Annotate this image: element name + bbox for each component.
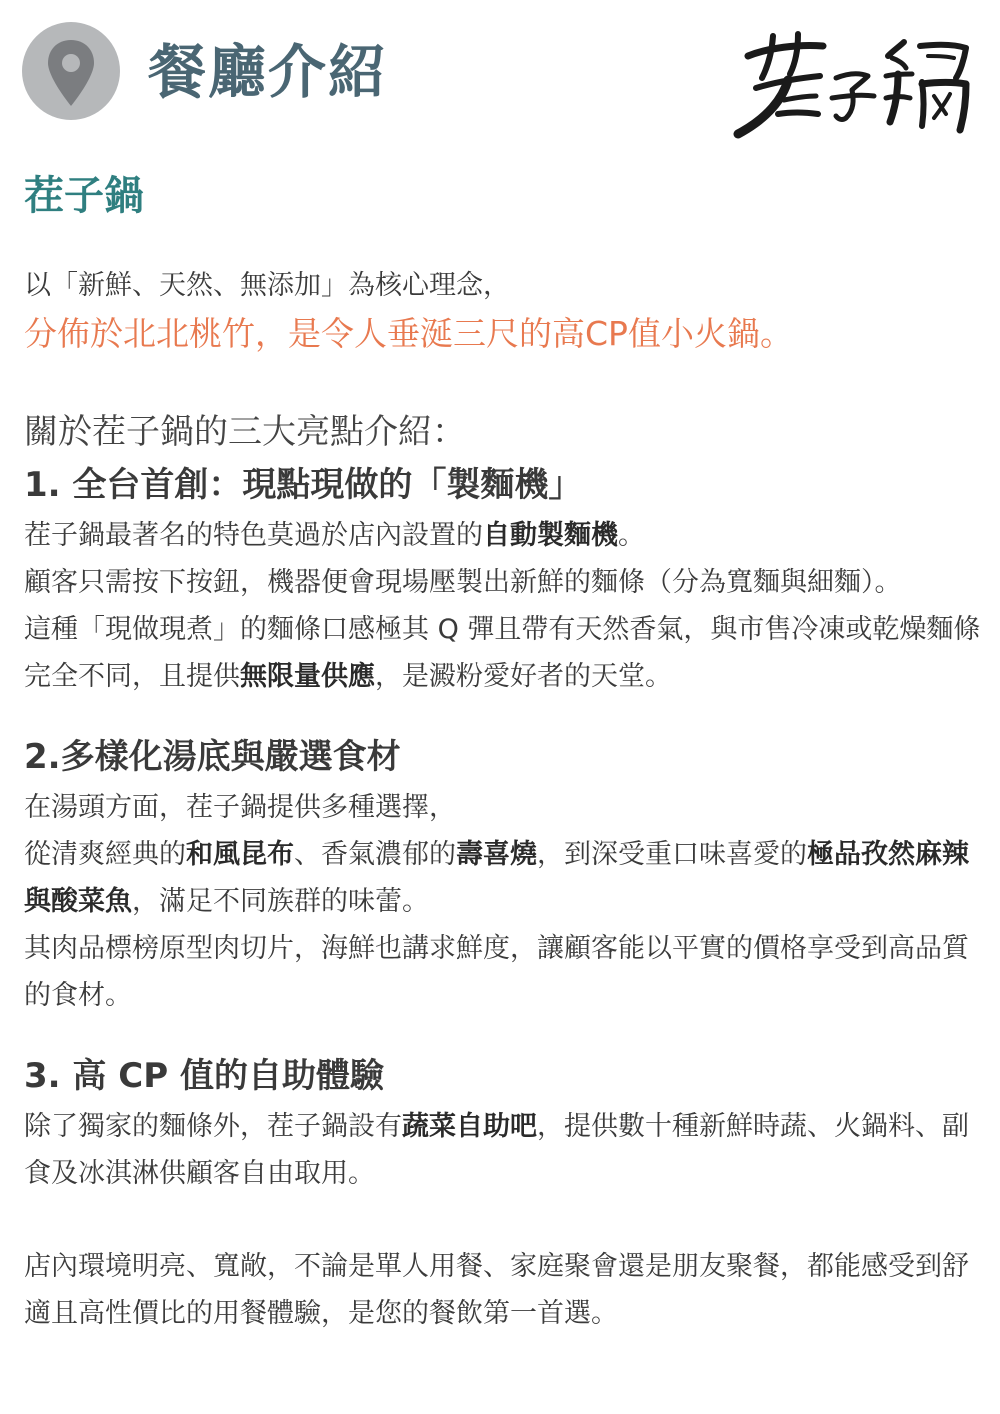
highlight-veggie-bar: 蔬菜自助吧: [402, 1111, 537, 1142]
page-header: [0, 0, 1000, 150]
highlight-sukiyaki: 壽喜燒: [456, 839, 537, 870]
section-1-paragraph-1: 茬子鍋最著名的特色莫過於店內設置的自動製麵機。: [24, 520, 645, 551]
about-heading: 關於茬子鍋的三大亮點介紹：: [24, 412, 466, 452]
section-1-paragraph-2: 顧客只需按下按鈕，機器便會現場壓製出新鮮的麵條（分為寬麵與細麵）。: [24, 567, 902, 598]
highlight-unlimited-supply: 無限量供應: [240, 661, 375, 692]
intro-line-2-highlight: 分佈於北北桃竹，是令人垂涎三尺的高CP值小火鍋。: [24, 314, 793, 353]
page-title: 餐廳介紹: [148, 38, 389, 106]
section-1-heading: 1. 全台首創：現點現做的「製麵機」: [24, 465, 583, 505]
section-1-paragraph-3: 這種「現做現煮」的麵條口感極其 Q 彈且帶有天然香氣，與市售冷凍或乾燥麵條完全不同，且提供無限量供應，是澱粉愛好者的天堂。: [24, 614, 981, 692]
section-3-paragraph-1: 除了獨家的麵條外，茬子鍋設有蔬菜自助吧，提供數十種新鮮時蔬、火鍋料、副食及冰淇淋供顧客自由取用。: [24, 1111, 969, 1189]
section-2-heading: 2.多樣化湯底與嚴選食材: [24, 737, 401, 777]
brand-logo: [728, 26, 978, 142]
section-2-paragraph-1: 在湯頭方面，茬子鍋提供多種選擇，: [24, 792, 456, 823]
section-3-heading: 3. 高 CP 值的自助體驗: [24, 1056, 384, 1096]
highlight-noodle-machine: 自動製麵機: [483, 520, 618, 551]
highlight-kombu: 和風昆布: [186, 839, 294, 870]
location-pin-icon: [22, 22, 120, 120]
closing-paragraph: 店內環境明亮、寬敞，不論是單人用餐、家庭聚會還是朋友聚餐，都能感受到舒適且高性價比的用餐體驗，是您的餐飲第一首選。: [24, 1251, 969, 1329]
brand-name: 茬子鍋: [24, 173, 144, 219]
highlight-spicy-pickled-fish: 極品孜然麻辣與酸菜魚: [24, 839, 969, 917]
intro-line-1: 以「新鮮、天然、無添加」為核心理念，: [24, 270, 510, 301]
restaurant-intro-content: [24, 164, 984, 1337]
section-2-paragraph-2: 從清爽經典的和風昆布、香氣濃郁的壽喜燒，到深受重口味喜愛的極品孜然麻辣與酸菜魚，滿足不同族群的味蕾。: [24, 839, 969, 917]
section-2-paragraph-3: 其肉品標榜原型肉切片，海鮮也講求鮮度，讓顧客能以平實的價格享受到高品質的食材。: [24, 933, 969, 1011]
